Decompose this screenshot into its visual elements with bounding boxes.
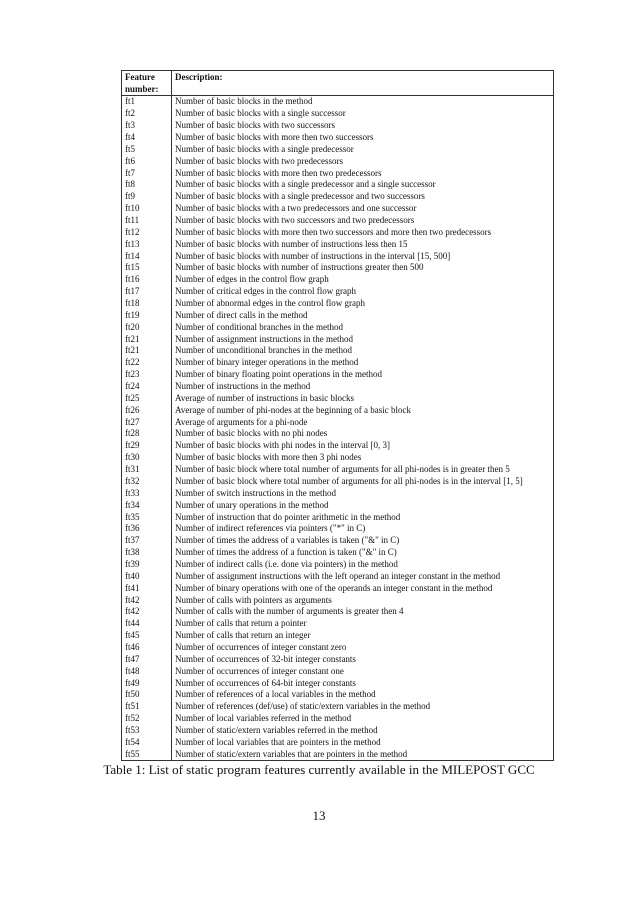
feature-description-cell: Number of basic blocks with a single predecessor and a single successor: [175, 179, 436, 190]
feature-number-cell: ft22: [122, 357, 172, 369]
feature-description-cell: Number of basic blocks with number of instructions greater then 500: [175, 262, 424, 273]
feature-number-cell: ft7: [122, 167, 172, 179]
feature-description-cell: Number of critical edges in the control flow graph: [175, 286, 356, 297]
table-row: [122, 523, 554, 535]
table-caption: Table 1: List of static program features currently available in the MILEPOST GCC: [103, 762, 535, 777]
feature-number-cell: ft16: [122, 274, 172, 286]
feature-number-cell: ft55: [122, 748, 172, 760]
feature-description-cell: Number of basic block where total number of arguments for all phi-nodes is in greater then 5: [175, 464, 510, 475]
table-row: [122, 226, 554, 238]
feature-description-cell: Number of calls that return a pointer: [175, 618, 307, 629]
feature-number-header: [122, 71, 172, 96]
feature-number-cell: ft28: [122, 428, 172, 440]
table-row: [122, 642, 554, 654]
feature-description-cell: Number of basic blocks with a single successor: [175, 108, 346, 119]
feature-number-cell: ft2: [122, 108, 172, 120]
table-row: [122, 321, 554, 333]
table-row: [122, 713, 554, 725]
feature-description-cell: Number of basic blocks with phi nodes in the interval [0, 3]: [175, 440, 390, 451]
feature-number-cell: ft27: [122, 416, 172, 428]
feature-description-cell: Number of direct calls in the method: [175, 309, 308, 320]
feature-number-cell: ft42: [122, 606, 172, 618]
feature-description-cell: Number of occurrences of integer constant one: [175, 665, 344, 676]
table-row: [122, 381, 554, 393]
feature-number-cell: ft24: [122, 381, 172, 393]
table-row: [122, 630, 554, 642]
feature-description-cell: Number of calls that return an integer: [175, 630, 311, 641]
feature-number-cell: ft13: [122, 238, 172, 250]
feature-number-cell: ft30: [122, 452, 172, 464]
feature-description-cell: Number of basic blocks with number of instructions less then 15: [175, 238, 408, 249]
feature-description-cell: Number of occurrences of 32-bit integer constants: [175, 653, 356, 664]
feature-description-cell: Number of conditional branches in the method: [175, 321, 343, 332]
feature-number-cell: ft46: [122, 642, 172, 654]
feature-number-cell: ft21: [122, 333, 172, 345]
feature-number-cell: ft21: [122, 345, 172, 357]
feature-description-cell: Number of binary operations with one of the operands an integer constant in the method: [175, 582, 493, 593]
table-row: [122, 559, 554, 571]
feature-description-cell: Number of switch instructions in the method: [175, 487, 336, 498]
feature-description-cell: Number of abnormal edges in the control flow graph: [175, 298, 365, 309]
feature-description-cell: Number of basic blocks with more then two successors: [175, 132, 374, 142]
page-number: 13: [312, 808, 326, 823]
feature-number-cell: ft35: [122, 511, 172, 523]
table-row: [122, 167, 554, 179]
table-row: [122, 416, 554, 428]
feature-description-cell: Number of assignment instructions in the method: [175, 333, 353, 344]
feature-number-cell: ft11: [122, 215, 172, 227]
table-row: [122, 357, 554, 369]
table-row: [122, 736, 554, 748]
table-row: [122, 120, 554, 132]
feature-number-cell: ft49: [122, 677, 172, 689]
table-row: [122, 286, 554, 298]
feature-number-header-line2: number:: [125, 84, 159, 94]
table-row: [122, 606, 554, 618]
table-row: [122, 179, 554, 191]
table-row: [122, 440, 554, 452]
description-header: Description:: [172, 71, 554, 96]
feature-number-cell: ft1: [122, 96, 172, 108]
table-row: [122, 238, 554, 250]
table-row: [122, 132, 554, 144]
feature-description-cell: Number of basic blocks with a single predecessor and two successors: [175, 191, 425, 202]
feature-description-cell: Number of binary integer operations in the method: [175, 357, 359, 368]
table-row: [122, 452, 554, 464]
feature-number-cell: ft47: [122, 653, 172, 665]
feature-number-cell: ft9: [122, 191, 172, 203]
table-row: [122, 428, 554, 440]
feature-description-cell: Number of basic blocks with two successors and two predecessors: [175, 215, 415, 226]
feature-description-cell: Number of basic blocks with a two predecessors and one successor: [175, 203, 417, 214]
table-row: [122, 143, 554, 155]
feature-number-cell: ft44: [122, 618, 172, 630]
feature-number-cell: ft18: [122, 298, 172, 310]
feature-description-cell: Number of calls with pointers as arguments: [175, 594, 332, 605]
feature-description-cell: Number of edges in the control flow graph: [175, 274, 329, 285]
feature-description-cell: Number of indirect calls (i.e. done via pointers) in the method: [175, 558, 398, 569]
feature-description-cell: Number of indirect references via pointers ("*" in C): [175, 523, 366, 534]
feature-number-cell: ft37: [122, 535, 172, 547]
feature-number-cell: ft32: [122, 476, 172, 488]
feature-number-cell: ft17: [122, 286, 172, 298]
feature-description-cell: Number of basic blocks with more then two successors and more then two predecessors: [175, 226, 492, 237]
table-row: [122, 653, 554, 665]
feature-number-cell: ft36: [122, 523, 172, 535]
table-row: [122, 594, 554, 606]
feature-description-cell: Number of times the address of a variables is taken ("&" in C): [175, 535, 400, 546]
feature-description-cell: Number of local variables that are pointers in the method: [175, 736, 381, 747]
feature-description-cell: Number of basic blocks with more then 3 phi nodes: [175, 452, 362, 463]
table-row: [122, 250, 554, 262]
table-row: [122, 108, 554, 120]
feature-number-cell: ft4: [122, 132, 172, 144]
feature-description-cell: Average of number of phi-nodes at the beginning of a basic block: [175, 404, 412, 415]
feature-description-cell: Number of basic blocks with more then two predecessors: [175, 167, 382, 178]
feature-number-cell: ft6: [122, 155, 172, 167]
table-row: [122, 511, 554, 523]
table-row: [122, 748, 554, 760]
feature-number-cell: ft39: [122, 559, 172, 571]
feature-description-cell: Number of instruction that do pointer arithmetic in the method: [175, 511, 401, 522]
feature-number-cell: ft19: [122, 309, 172, 321]
feature-number-cell: ft51: [122, 701, 172, 713]
table-row: [122, 499, 554, 511]
table-row: [122, 535, 554, 547]
feature-description-cell: Number of basic block where total number of arguments for all phi-nodes is in the interval [1, 5]: [175, 475, 523, 486]
feature-description-cell: Number of static/extern variables referred in the method: [175, 724, 378, 735]
table-row: [122, 570, 554, 582]
feature-number-header-line1: Feature: [125, 72, 155, 82]
feature-number-cell: ft42: [122, 594, 172, 606]
table-row: [122, 345, 554, 357]
feature-number-cell: ft40: [122, 570, 172, 582]
feature-number-cell: ft12: [122, 226, 172, 238]
table-row: [122, 191, 554, 203]
table-row: [122, 96, 554, 108]
feature-description-cell: Number of occurrences of integer constant zero: [175, 641, 347, 652]
table-row: [122, 725, 554, 737]
feature-number-cell: ft34: [122, 499, 172, 511]
feature-description-cell: Number of assignment instructions with the left operand an integer constant in the method: [175, 570, 501, 581]
feature-number-cell: ft48: [122, 665, 172, 677]
feature-number-cell: ft5: [122, 143, 172, 155]
table-row: [122, 487, 554, 499]
feature-description-cell: Number of instructions in the method: [175, 381, 311, 392]
feature-number-cell: ft29: [122, 440, 172, 452]
feature-table: [121, 70, 554, 761]
table-row: [122, 203, 554, 215]
feature-description-cell: Number of references of a local variables in the method: [175, 689, 376, 700]
feature-description-cell: Number of static/extern variables that are pointers in the method: [175, 748, 408, 759]
table-row: [122, 404, 554, 416]
feature-description-cell: Number of basic blocks in the method: [175, 96, 313, 107]
table-row: [122, 547, 554, 559]
feature-number-cell: ft20: [122, 321, 172, 333]
table-row: [122, 701, 554, 713]
feature-description-cell: Number of basic blocks with two successors: [175, 120, 335, 131]
feature-number-cell: ft45: [122, 630, 172, 642]
feature-number-cell: ft15: [122, 262, 172, 274]
table-row: [122, 298, 554, 310]
feature-number-cell: ft26: [122, 404, 172, 416]
feature-description-cell: Number of unconditional branches in the method: [175, 345, 352, 356]
feature-number-cell: ft8: [122, 179, 172, 191]
feature-description-cell: Average of number of instructions in basic blocks: [175, 392, 355, 403]
feature-number-cell: ft50: [122, 689, 172, 701]
table-row: [122, 582, 554, 594]
feature-description-cell: Number of references (def/use) of static/extern variables in the method: [175, 701, 431, 712]
table-row: [122, 392, 554, 404]
feature-number-cell: ft25: [122, 392, 172, 404]
feature-number-cell: ft53: [122, 725, 172, 737]
feature-number-cell: ft3: [122, 120, 172, 132]
feature-description-cell: Number of binary floating point operations in the method: [175, 369, 382, 380]
feature-description-cell: Average of arguments for a phi-node: [175, 416, 308, 427]
table-row: [122, 476, 554, 488]
feature-description-cell: Number of local variables referred in the method: [175, 713, 352, 724]
table-row: [122, 464, 554, 476]
feature-number-cell: ft31: [122, 464, 172, 476]
table-row: [122, 369, 554, 381]
table-row: [122, 677, 554, 689]
feature-number-cell: ft23: [122, 369, 172, 381]
feature-number-cell: ft52: [122, 713, 172, 725]
table-row: [122, 215, 554, 227]
table-row: [122, 309, 554, 321]
feature-number-cell: ft41: [122, 582, 172, 594]
feature-description-cell: Number of basic blocks with a single predecessor: [175, 143, 354, 154]
feature-number-cell: ft10: [122, 203, 172, 215]
feature-description-cell: Number of occurrences of 64-bit integer constants: [175, 677, 356, 688]
feature-description-cell: Number of basic blocks with number of instructions in the interval [15, 500]: [175, 250, 451, 261]
feature-description-cell: Number of basic blocks with two predecessors: [175, 155, 343, 166]
feature-description-cell: Number of calls with the number of arguments is greater then 4: [175, 606, 404, 617]
table-row: [122, 618, 554, 630]
table-row: [122, 665, 554, 677]
feature-description-cell: Number of basic blocks with no phi nodes: [175, 428, 328, 439]
table-row: [122, 274, 554, 286]
table-header-row: [122, 71, 554, 96]
feature-number-cell: ft54: [122, 736, 172, 748]
table-row: [122, 155, 554, 167]
feature-number-cell: ft38: [122, 547, 172, 559]
table-row: [122, 689, 554, 701]
table-body: [122, 96, 554, 761]
feature-number-cell: ft14: [122, 250, 172, 262]
table-row: [122, 262, 554, 274]
feature-description-cell: Number of times the address of a function is taken ("&" in C): [175, 547, 397, 558]
table-row: [122, 333, 554, 345]
feature-number-cell: ft33: [122, 487, 172, 499]
feature-description-cell: Number of unary operations in the method: [175, 499, 329, 510]
